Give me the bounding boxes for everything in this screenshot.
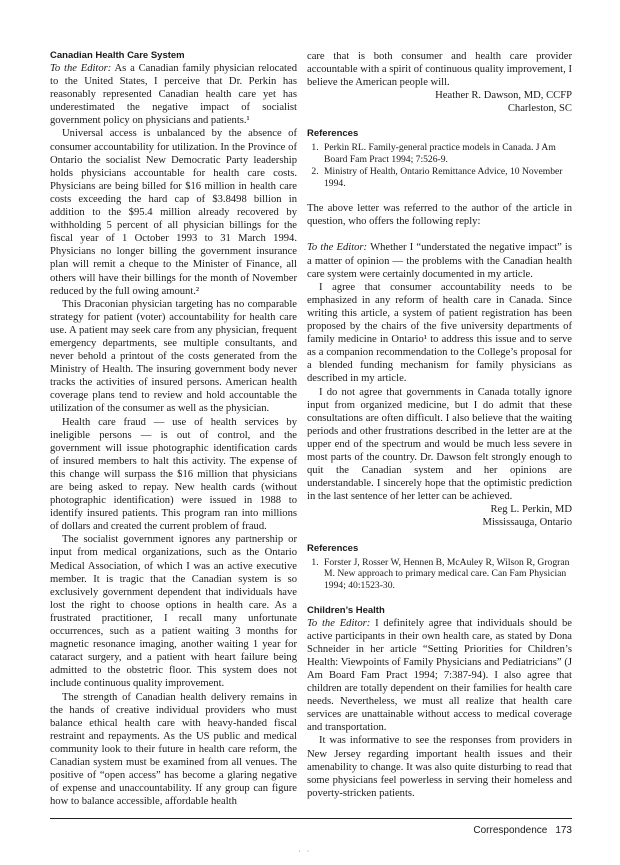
signature-place-2: Mississauga, Ontario xyxy=(482,517,572,529)
scan-artifact: · · xyxy=(298,847,312,856)
footer-section-name: Correspondence xyxy=(473,825,548,836)
right-column xyxy=(307,50,572,800)
references-list-2 xyxy=(307,557,572,592)
letter-paragraph-3: This Draconian physician targeting has no comparable strategy for patient (voter) accountability for health care use. A patient may seek care from any physician, frequent emergency departments, see multiple consultants, and never behold a printout of the costs generated from the Ministry of Health. The insuring government body never tracks the activities of insured persons. American health coverage plans tend to review and hold accountable the utilization of the consumer as well as the physician. xyxy=(50,298,297,415)
referral-note: The above letter was referred to the author of the article in question, who offers the following reply: xyxy=(307,203,572,228)
letter-paragraph-1 xyxy=(50,62,297,127)
letter-paragraph-continued: care that is both consumer and health care provider accountable with a spirit of continuous quality improvement, I believe the American people will. xyxy=(307,51,572,89)
page-number: 173 xyxy=(555,825,572,836)
references-list-1 xyxy=(307,142,572,189)
letter-paragraph-2: Universal access is unbalanced by the absence of consumer accountability for utilization. In the Province of Ontario the socialist New Democratic Party leadership holds physicians accountable for health care costs. Physicians are being billed for $16 million in health care costs exceeding the hard cap of $3.8498 billion in addition to the $95.4 million already recovered by withholding 5 percent of all physician billings for the fiscal year of 1 October 1993 to 31 March 1994. Physicians no longer billing the government insurance plan will remit a cheque to the Minister of Finance, all others will have their billings for the month of November reduced by the full owing amount.² xyxy=(50,128,297,297)
letter-paragraph-5: The socialist government ignores any partnership or input from medical organizations, such as the Ontario Medical Association, of which I was an active executive member. It is tragic that the Canadian system is so exclusively government dependent that individuals have lost the right to choose options in health care. As a frustrated practitioner, I recall many unfortunate occurrences, such as a patient waiting 3 months for magnetic resonance imaging, another waiting 1 year for cataract surgery, and a patient with heart failure being admitted to the obstetric floor. This system does not include continuous quality improvement. xyxy=(50,534,297,690)
reference-item: 1. Forster J, Rosser W, Hennen B, McAuley R, Wilson R, Grogran M. New approach to primary medical care. Can Fam Physician 1994; 40:1523-30. xyxy=(321,557,572,592)
reply-paragraph-1 xyxy=(307,241,572,280)
references-heading-2: References xyxy=(307,542,359,554)
footer-rule xyxy=(50,818,572,819)
reference-item: 1. Perkin RL. Family-general practice models in Canada. J Am Board Fam Pract 1994; 7:526-9. xyxy=(321,142,572,165)
section-title-canadian-health-care: Canadian Health Care System xyxy=(50,50,185,61)
children-letter-paragraph-1 xyxy=(307,617,572,735)
letter-paragraph-6: The strength of Canadian health delivery remains in the hands of creative individual providers who must balance ethical health care with heavy-handed fiscal restraint and repayments. As the US public and medical community look to their future in health care reform, the Canadian system must be examined from all venues. The positive of “open access” has become a glaring negative of expense and unaccountability. If any group can figure how to balance accessible, affordable health xyxy=(50,691,297,808)
salutation: To the Editor: xyxy=(50,63,112,74)
children-letter-paragraph-2: It was informative to see the responses from providers in New Jersey regarding important health issues and their amenability to change. It was also quite disturbing to read that some physicians feel powerless in serving their homeless and poverty-stricken patients. xyxy=(307,735,572,799)
signature-name-2: Reg L. Perkin, MD xyxy=(490,504,572,516)
section-title-childrens-health: Children’s Health xyxy=(307,604,385,616)
letter-paragraph-1-text: As a Canadian family physician relocated to the United States, I perceive that Dr. Perkin has reasonably represented Canadian health care yet has underestimated the negative impact of socialist government policy on physicians and patients.¹ xyxy=(50,63,297,127)
reply-paragraph-3: I do not agree that governments in Canada totally ignore input from organized medicine, but I do admit that these consultations are often difficult. I also believe that the waiting periods and other frustrations described in the letter are at the upper end of the spectrum and would be much less severe in most parts of the country. Dr. Dawson felt strongly enough to quit the Canadian system and her opinions are understandable. I sincerely hope that the optimistic prediction in the last sentence of her letter can be achieved. xyxy=(307,386,572,503)
reply-paragraph-1-text: Whether I “understated the negative impact” is a matter of opinion — the problems with the Canadian health care system were certainly documented in my article. xyxy=(307,242,573,280)
left-column xyxy=(50,50,297,808)
reference-item: 2. Ministry of Health, Ontario Remittance Advice, 10 November 1994. xyxy=(321,166,572,189)
children-salutation: To the Editor: xyxy=(307,617,371,629)
reply-salutation: To the Editor: xyxy=(307,242,368,254)
signature-place-1: Charleston, SC xyxy=(507,103,572,115)
reply-paragraph-2: I agree that consumer accountability needs to be emphasized in any reform of health care in Canada. Since writing this article, a system of patient registration has been proposed by the chairs of the five university departments of family medicine in Ontario¹ to address this issue and to serve as a companion recommendation to the College’s proposal for a blended funding mechanism for family physicians as described in my article. xyxy=(307,281,572,385)
references-heading-1: References xyxy=(307,128,359,140)
signature-name-1: Heather R. Dawson, MD, CCFP xyxy=(435,90,572,102)
page-footer xyxy=(473,825,572,836)
children-letter-paragraph-1-text: I definitely agree that individuals should be active participants in their own health care, as stated by Dona Schneider in her article “Setting Priorities for Children’s Health: Viewpoints of Family Physicians and Pediatricians” (J Am Board Fam Pract 1994; 7:387-94). I also agree that children are totally dependent on their families for health care needs. Nevertheless, we must all realize that health care services are unattainable without access to medical coverage and transportation. xyxy=(307,617,572,734)
letter-paragraph-4: Health care fraud — use of health services by ineligible persons — is out of control, and the government will issue photographic identification cards of insured members to halt this activity. The expense of this change will surpass the $16 million that physicians are being asked to repay. New health cards (without photographic identification) were issued in 1988 to identify insured patients. This program ran into millions of dollars and created the current problem of fraud. xyxy=(50,416,297,533)
